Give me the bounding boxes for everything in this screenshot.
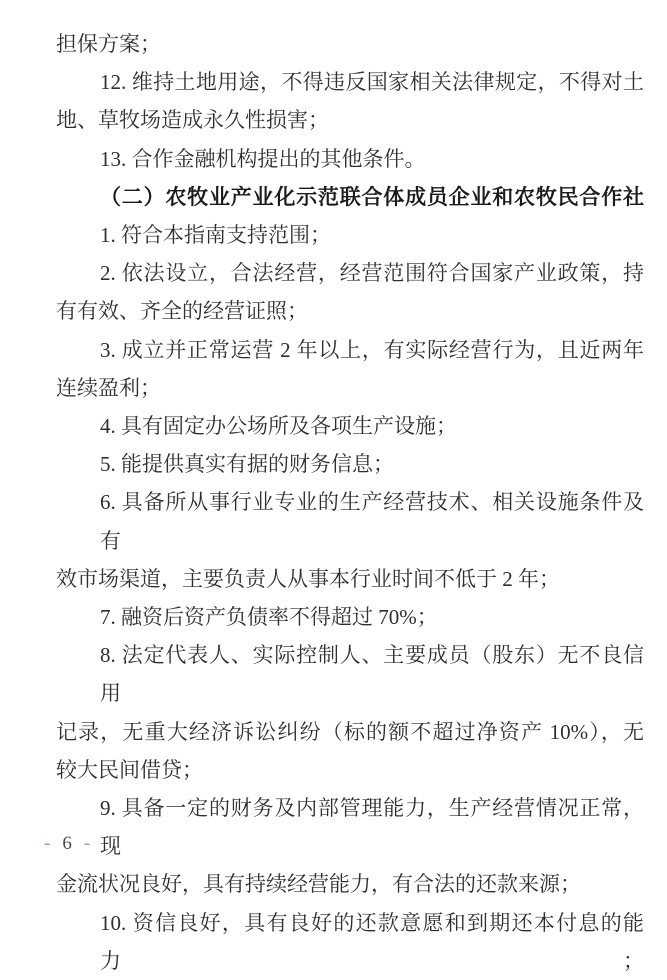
text-line: 2. 依法设立，合法经营，经营范围符合国家产业政策，持 (100, 261, 644, 286)
text-line: 8. 法定代表人、实际控制人、主要成员（股东）无不良信用 (100, 643, 644, 706)
text-line: 10. 资信良好，具有良好的还款意愿和到期还本付息的能力； (100, 910, 644, 973)
text-line: 5. 能提供真实有据的财务信息； (100, 452, 394, 477)
page-footer (44, 833, 90, 855)
text-line: 地、草牧场造成永久性损害； (56, 108, 329, 133)
text-line: 效市场渠道，主要负责人从事本行业时间不低于 2 年； (56, 566, 560, 591)
text-line: 担保方案； (56, 32, 161, 56)
text-line: 1. 符合本指南支持范围； (100, 223, 331, 248)
text-line: 有有效、齐全的经营证照； (56, 299, 308, 324)
text-line: 7. 融资后资产负债率不得超过 70%； (100, 605, 438, 630)
footer-dash-left: - (44, 833, 51, 854)
footer-dash-right: - (83, 833, 91, 854)
text-line: 连续盈利； (56, 375, 161, 400)
text-line: 9. 具备一定的财务及内部管理能力，生产经营情况正常，现 (100, 796, 644, 859)
page-number: 6 (62, 833, 72, 854)
section-heading: （二）农牧业产业化示范联合体成员企业和农牧民合作社 (100, 184, 644, 209)
document-body (56, 25, 644, 980)
text-line: 记录，无重大经济诉讼纠纷（标的额不超过净资产 10%），无 (56, 719, 644, 744)
text-line: 6. 具备所从事行业专业的生产经营技术、相关设施条件及有 (100, 490, 644, 553)
text-line: 3. 成立并正常运营 2 年以上，有实际经营行为，且近两年 (100, 337, 644, 362)
text-line: 较大民间借贷； (56, 757, 203, 782)
text-line: 4. 具有固定办公场所及各项生产设施； (100, 414, 457, 439)
text-line: 13. 合作金融机构提出的其他条件。 (100, 146, 426, 171)
text-line: 12. 维持土地用途，不得违反国家相关法律规定，不得对土 (100, 70, 644, 95)
text-line: 金流状况良好，具有持续经营能力，有合法的还款来源； (56, 872, 581, 897)
